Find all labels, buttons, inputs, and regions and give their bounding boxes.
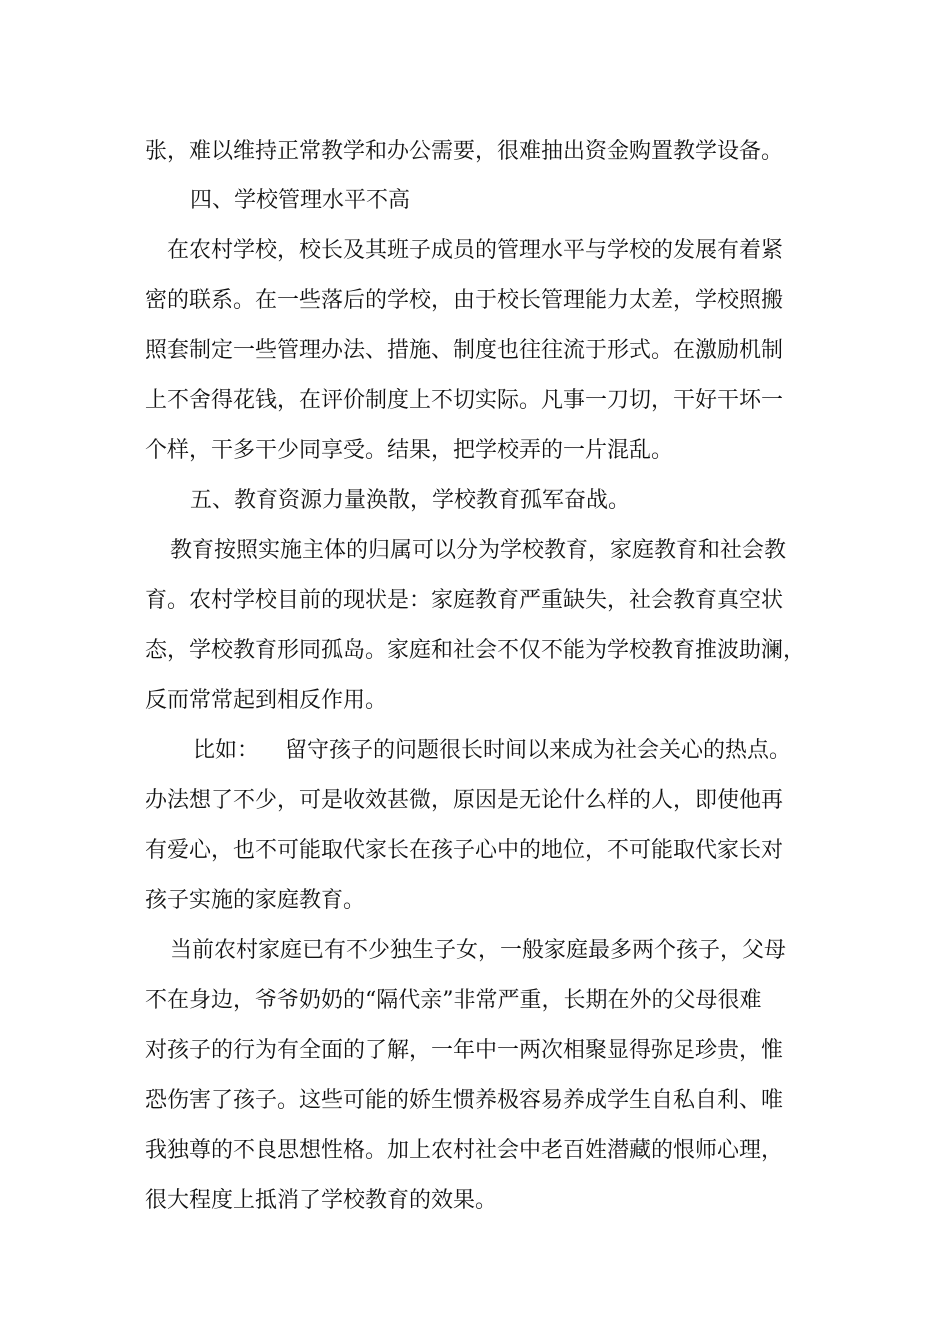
text-line: 当前农村家庭已有不少独生子女，一般家庭最多两个孩子，父母 bbox=[170, 938, 787, 963]
text-line: 有爱心，也不可能取代家长在孩子心中的地位，不可能取代家长对 bbox=[145, 838, 784, 863]
text-line: 孩子实施的家庭教育。 bbox=[145, 888, 366, 913]
text-line: 留守孩子的问题很长时间以来成为社会关心的热点。 bbox=[285, 738, 792, 763]
text-line: 教育按照实施主体的归属可以分为学校教育，家庭教育和社会教 bbox=[170, 538, 787, 563]
text-line: 照套制定一些管理办法、措施、制度也往往流于形式。在激励机制 bbox=[145, 338, 784, 363]
text-line: 我独尊的不良思想性格。加上农村社会中老百姓潜藏的恨师心理， bbox=[145, 1138, 784, 1163]
text-line: 上不舍得花钱，在评价制度上不切实际。凡事一刀切，干好干坏一 bbox=[145, 388, 784, 413]
section-heading: 五、教育资源力量涣散，学校教育孤军奋战。 bbox=[190, 488, 631, 513]
text-line: 对孩子的行为有全面的了解，一年中一两次相聚显得弥足珍贵，惟 bbox=[145, 1038, 784, 1063]
text-line: 反而常常起到相反作用。 bbox=[145, 688, 388, 713]
text-line: 很大程度上抵消了学校教育的效果。 bbox=[145, 1188, 498, 1213]
section-heading: 四、学校管理水平不高 bbox=[190, 188, 411, 213]
text-line: 密的联系。在一些落后的学校，由于校长管理能力太差，学校照搬 bbox=[145, 288, 784, 313]
text-line: 在农村学校，校长及其班子成员的管理水平与学校的发展有着紧 bbox=[167, 238, 784, 263]
text-line: 办法想了不少，可是收效甚微，原因是无论什么样的人，即使他再 bbox=[145, 788, 784, 813]
text-line: 张，难以维持正常教学和办公需要，很难抽出资金购置教学设备。 bbox=[145, 139, 784, 164]
text-line: 个样，干多干少同享受。结果，把学校弄的一片混乱。 bbox=[145, 438, 674, 463]
text-line: 不在身边，爷爷奶奶的“隔代亲”非常严重，长期在外的父母很难 bbox=[145, 988, 762, 1013]
text-line: 育。农村学校目前的现状是：家庭教育严重缺失，社会教育真空状 bbox=[145, 588, 784, 613]
text-line-lead: 比如： bbox=[193, 738, 260, 763]
text-line: 态，学校教育形同孤岛。家庭和社会不仅不能为学校教育推波助澜， bbox=[145, 638, 806, 663]
text-line: 恐伤害了孩子。这些可能的娇生惯养极容易养成学生自私自利、唯 bbox=[145, 1088, 784, 1113]
